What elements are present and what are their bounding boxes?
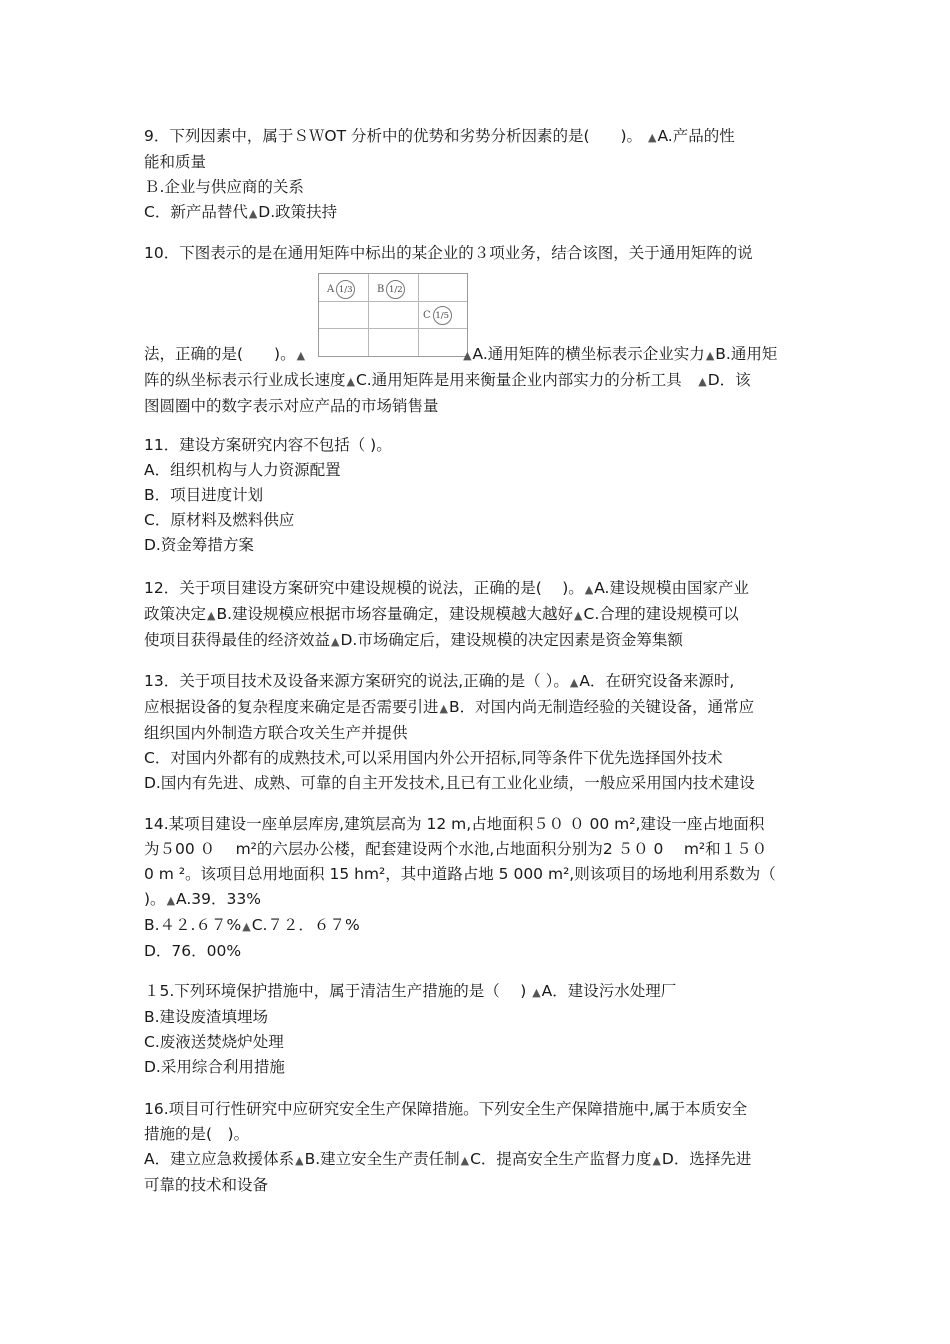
marker-icon: ▲ (460, 1154, 470, 1167)
matrix-cell (319, 302, 369, 329)
question-12 (144, 576, 809, 654)
marker-icon: ▲ (346, 375, 355, 388)
matrix-cell (369, 274, 419, 302)
q16-option-c: C．提高安全生产监督力度 (470, 1150, 652, 1168)
question-13 (144, 669, 809, 796)
q9-option-c: C．新产品替代 (144, 203, 248, 221)
q9-option-b: Ｂ.企业与供应商的关系 (144, 178, 304, 196)
q15-option-b: B.建设废渣填埋场 (144, 1008, 269, 1026)
q13-option-d: D.国内有先进、成熟、可靠的自主开发技术,且已有工业化业绩，一般应采用国内技术建设 (144, 774, 755, 792)
q12-option-d: D.市场确定后，建设规模的决定因素是资金筹集额 (340, 631, 683, 649)
q10-option-b: B.通用矩 (715, 345, 778, 363)
marker-icon: ▲ (705, 349, 715, 362)
question-9 (144, 124, 809, 226)
question-16 (144, 1097, 809, 1198)
matrix-circle-b: 1/2 (386, 280, 405, 299)
marker-icon: ▲ (207, 609, 216, 622)
marker-icon: ▲ (569, 676, 579, 689)
matrix-cell (419, 274, 467, 302)
q10-option-d: D．该 (707, 371, 751, 389)
q10-line3: 阵的纵坐标表示行业成长速度 (144, 371, 346, 389)
matrix-label-a: A (327, 284, 335, 295)
q14-line1: 14.某项目建设一座单层库房,建筑层高为 12 m,占地面积５０ ０ 00 m²,建设一座占地面积 (144, 815, 765, 833)
q14-line2: 为５00 ０ m²的六层办公楼，配套建设两个水池,占地面积分别为2 ５０ 0 m²和１５０ (144, 840, 768, 858)
marker-icon: ▲ (652, 1154, 661, 1167)
marker-icon: ▲ (248, 207, 258, 220)
q14-option-a: A.39．33% (176, 890, 261, 908)
q13-line1: 13．关于项目技术及设备来源方案研究的说法,正确的是（ ）。 (144, 672, 569, 690)
matrix-cell (419, 302, 467, 329)
q11-line1: 11．建设方案研究内容不包括（ )。 (144, 436, 392, 454)
question-15 (144, 979, 809, 1080)
matrix-circle-a: 1/3 (336, 280, 355, 299)
q12-line2: 政策决定 (144, 605, 207, 623)
q9-line2: 能和质量 (144, 153, 207, 171)
marker-icon: ▲ (698, 375, 707, 388)
q16-line2: 措施的是( )。 (144, 1125, 250, 1143)
marker-icon: ▲ (439, 702, 448, 715)
marker-icon: ▲ (532, 986, 541, 999)
q9-option-d: D.政策扶持 (258, 203, 338, 221)
marker-icon: ▲ (648, 131, 657, 144)
marker-icon: ▲ (242, 920, 251, 933)
matrix-label-c: C (423, 310, 431, 321)
marker-icon: ▲ (295, 1154, 304, 1167)
q16-line1: 16.项目可行性研究中应研究安全生产保障措施。下列安全生产保障措施中,属于本质安全 (144, 1100, 748, 1118)
q12-line1: 12．关于项目建设方案研究中建设规模的说法，正确的是( )。 (144, 579, 584, 597)
q14-option-d: D．76．00% (144, 942, 242, 960)
q10-option-c: C.通用矩阵是用来衡量企业内部实力的分析工具 (355, 371, 698, 389)
q13-option-c: C．对国内外都有的成熟技术,可以采用国内外公开招标,同等条件下优先选择国外技术 (144, 749, 723, 767)
q12-option-b: B.建设规模应根据市场容量确定，建设规模越大越好 (216, 605, 574, 623)
q15-line1: １5.下列环境保护措施中，属于清洁生产措施的是（ ) (144, 982, 527, 1000)
q13-line2: 应根据设备的复杂程度来确定是否需要引进 (144, 698, 439, 716)
q12-option-c: C.合理的建设规模可以 (583, 605, 739, 623)
q16-option-a: A．建立应急救援体系 (144, 1150, 295, 1168)
matrix-cell (319, 274, 369, 302)
q15-option-d: D.采用综合利用措施 (144, 1058, 285, 1076)
question-10 (144, 241, 809, 266)
q14-line4: )。 (144, 890, 166, 908)
q13-option-a: A．在研究设备来源时, (579, 672, 735, 690)
q10-line4: 图圆圈中的数字表示对应产品的市场销售量 (144, 397, 439, 415)
q14-line3: 0 m ²。该项目总用地面积 15 hm²，其中道路占地 5 000 m²,则该项目的场地利用系数为（ (144, 865, 776, 883)
marker-icon: ▲ (166, 894, 176, 907)
q13-option-b: B．对国内尚无制造经验的关键设备，通常应 (448, 698, 755, 716)
matrix-label-b: B (377, 284, 385, 295)
q15-option-c: C.废液送焚烧炉处理 (144, 1033, 284, 1051)
q11-option-c: C．原材料及燃料供应 (144, 511, 295, 529)
q9-line1: 9．下列因素中，属于ＳＷOT 分析中的优势和劣势分析因素的是( )。 (144, 127, 643, 145)
question-14 (144, 812, 809, 964)
question-11 (144, 433, 809, 558)
q9-option-a: A.产品的性 (657, 127, 735, 145)
q10-line1: 10．下图表示的是在通用矩阵中标出的某企业的３项业务，结合该图，关于通用矩阵的说 (144, 244, 753, 262)
q14-option-b: B.４２.６７% (144, 916, 242, 934)
q10-option-a: A.通用矩阵的横坐标表示企业实力 (472, 345, 705, 363)
marker-icon: ▲ (331, 635, 340, 648)
q14-option-c: C.７２．６７% (251, 916, 360, 934)
marker-icon: ▲ (296, 349, 306, 362)
q11-option-d: D.资金筹措方案 (144, 536, 254, 554)
q10-line2: 法，正确的是( )。 (144, 345, 296, 363)
marker-icon: ▲ (584, 583, 594, 596)
q11-option-b: B．项目进度计划 (144, 486, 264, 504)
q12-option-a: A.建设规模由国家产业 (594, 579, 749, 597)
q12-line3: 使项目获得最佳的经济效益 (144, 631, 331, 649)
q13-line3: 组织国内外制造方联合攻关生产并提供 (144, 724, 408, 742)
q15-option-a: A．建设污水处理厂 (541, 982, 677, 1000)
matrix-cell (369, 302, 419, 329)
matrix-circle-c: 1/5 (433, 306, 452, 325)
question-10-body (144, 342, 809, 419)
q16-option-b: B.建立安全生产责任制 (304, 1150, 460, 1168)
q16-option-d: D．选择先进 (661, 1150, 752, 1168)
marker-icon: ▲ (463, 349, 472, 362)
q16-line4: 可靠的技术和设备 (144, 1176, 269, 1194)
q11-option-a: A．组织机构与人力资源配置 (144, 461, 341, 479)
marker-icon: ▲ (574, 609, 583, 622)
